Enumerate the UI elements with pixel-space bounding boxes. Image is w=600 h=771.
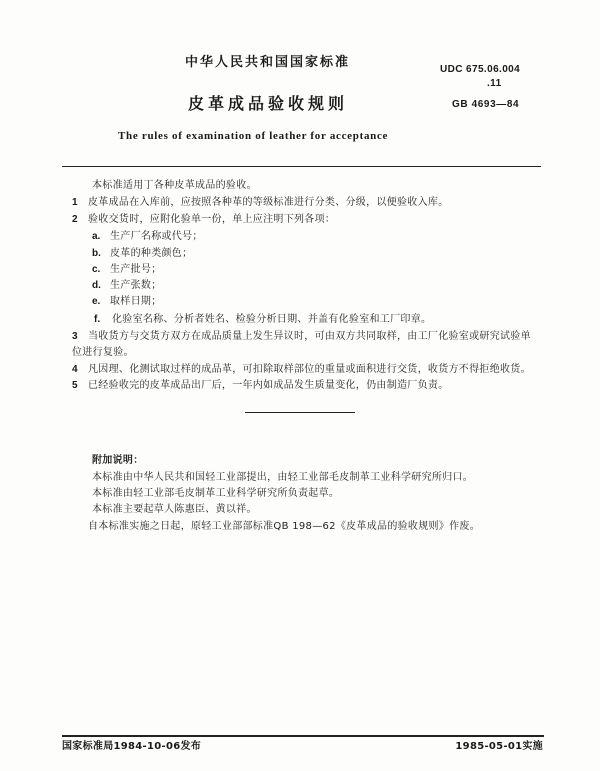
clause-number: 4	[72, 364, 78, 375]
item-label: e.	[92, 296, 101, 307]
appendix-heading: 附加说明：	[92, 455, 144, 466]
effective-date: 1985-05-01实施	[455, 741, 543, 752]
header-divider	[62, 166, 541, 167]
english-title: The rules of examination of leather for acceptance	[118, 130, 389, 142]
udc-code-suffix: .11	[487, 78, 502, 89]
standard-number: GB 4693—84	[452, 99, 520, 110]
item-text: 皮革的种类颜色；	[110, 248, 193, 259]
appendix-line: 本标准主要起草人陈惠臣、黄以祥。	[92, 504, 257, 515]
appendix-line: 本标准由中华人民共和国轻工业部提出，由轻工业部毛皮制革工业科学研究所归口。	[92, 472, 474, 483]
item-text: 生产张数；	[110, 280, 162, 291]
clause-text: 当收货方与交货方双方在成品质量上发生异议时，可由双方共同取样，由工厂化验室或研究试验单	[88, 331, 531, 342]
document-title: 皮革成品验收规则	[188, 94, 349, 113]
issue-date: 国家标准局1984-10-06发布	[62, 741, 202, 752]
clause-text-continuation: 位进行复验。	[72, 347, 134, 358]
item-label: a.	[92, 231, 101, 242]
footer-divider	[62, 735, 544, 737]
clause-text: 凡因理、化测试取过样的成品革，可扣除取样部位的重量或面积进行交货，收货方不得拒绝收货。	[88, 364, 531, 375]
clause-number: 2	[72, 214, 78, 225]
item-text: 生产厂名称或代号；	[110, 231, 203, 242]
item-label: b.	[92, 248, 101, 259]
issuing-body-title: 中华人民共和国国家标准	[185, 55, 351, 70]
udc-code: UDC 675.06.004	[440, 64, 521, 75]
item-text: 取样日期；	[110, 296, 162, 307]
appendix-line: 本标准由轻工业部毛皮制革工业科学研究所负责起草。	[92, 488, 340, 499]
clause-text: 已经验收完的皮革成品出厂后，一年内如成品发生质量变化，仍由制造厂负责。	[88, 380, 449, 391]
clause-number: 3	[72, 331, 78, 342]
clause-number: 5	[72, 380, 78, 391]
end-of-text-divider	[245, 412, 355, 413]
item-text: 化验室名称、分析者姓名、检验分析日期、并盖有化验室和工厂印章。	[112, 314, 432, 325]
clause-number: 1	[72, 197, 78, 208]
clause-text: 验收交货时，应附化验单一份，单上应注明下列各项：	[88, 214, 336, 225]
clause-text: 皮革成品在入库前，应按照各种革的等级标准进行分类、分级，以便验收入库。	[88, 197, 449, 208]
item-label: d.	[92, 280, 101, 291]
appendix-line: 自本标准实施之日起，原轻工业部部标准QB 198—62《皮革成品的验收规则》作废。	[88, 521, 481, 532]
item-label: f.	[94, 314, 101, 325]
item-label: c.	[92, 264, 101, 275]
item-text: 生产批号；	[110, 264, 162, 275]
scope-statement: 本标准适用丁各种皮革成品的验收。	[92, 180, 257, 191]
